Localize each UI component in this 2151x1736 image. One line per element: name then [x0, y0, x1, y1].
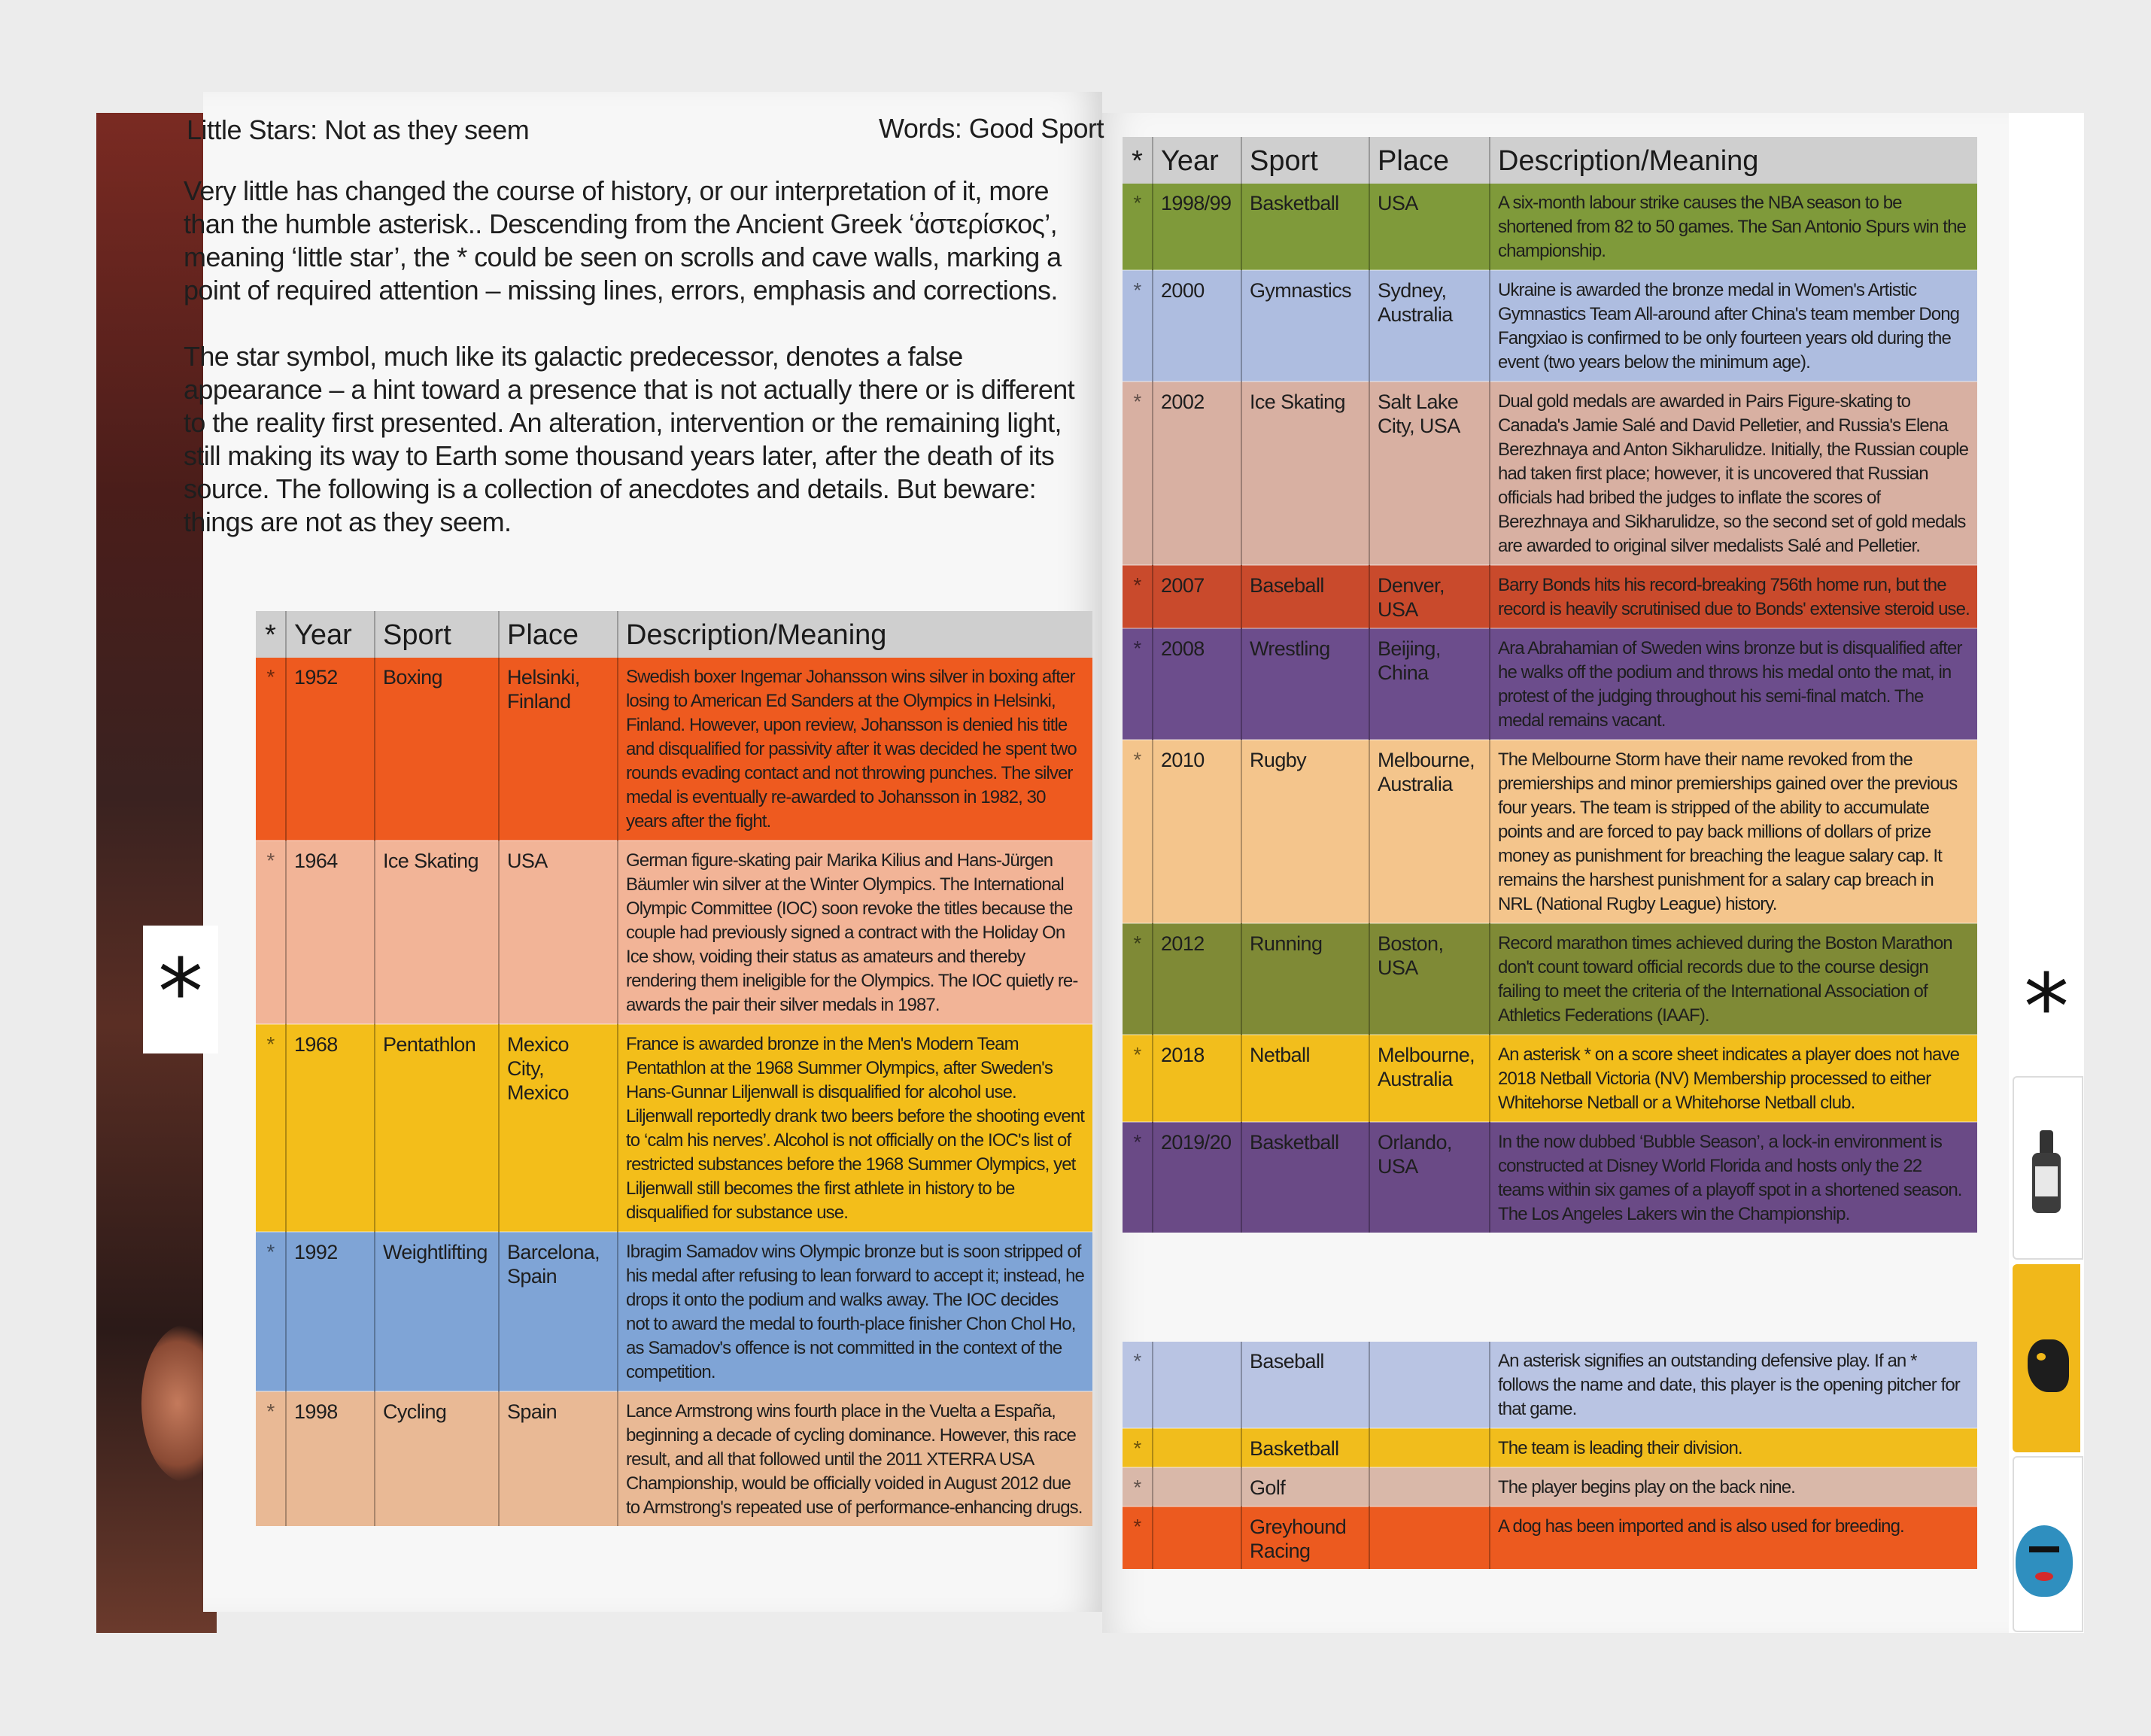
description-cell: Barry Bonds hits his record-breaking 756th home run, but the record is heavily scrutinised due to Bonds' extensive steroid use. [1490, 565, 1977, 628]
asterisk-cell: * [1123, 923, 1153, 1035]
mask-tab[interactable] [2013, 1264, 2080, 1452]
year-cell: 2000 [1153, 270, 1241, 382]
sport-cell: Basketball [1241, 1428, 1369, 1467]
asterisk-cell: * [1123, 628, 1153, 740]
year-cell: 2007 [1153, 565, 1241, 628]
table-row [1123, 1428, 1977, 1467]
place-cell: Melbourne, Australia [1369, 740, 1490, 923]
table-row [1123, 270, 1977, 382]
empty-cell [1153, 1342, 1241, 1428]
sport-cell: Running [1241, 923, 1369, 1035]
asterisk-cell: * [1123, 1506, 1153, 1569]
sport-cell: Baseball [1241, 1342, 1369, 1428]
header-asterisk: * [256, 611, 286, 658]
description-cell: Ara Abrahamian of Sweden wins bronze but is disqualified after he walks off the podium and throws his medal onto the mat, in protest of the judging throughout his semi-final match. The medal remains vacant. [1490, 628, 1977, 740]
asterisk-cell: * [1123, 740, 1153, 923]
header-sport: Sport [375, 611, 499, 658]
place-cell: Melbourne, Australia [1369, 1035, 1490, 1122]
asterisk-cell: * [1123, 1428, 1153, 1467]
sport-cell: Golf [1241, 1467, 1369, 1506]
year-cell: 2018 [1153, 1035, 1241, 1122]
place-cell: USA [499, 841, 618, 1024]
place-cell: USA [1369, 184, 1490, 270]
empty-cell [1369, 1342, 1490, 1428]
asterisk-cell: * [256, 1024, 286, 1232]
sport-cell: Basketball [1241, 1122, 1369, 1233]
table-row [1123, 923, 1977, 1035]
asterisk-cell: * [1123, 1342, 1153, 1428]
year-cell: 2012 [1153, 923, 1241, 1035]
empty-cell [1153, 1467, 1241, 1506]
header-year: Year [1153, 137, 1241, 184]
header-place: Place [1369, 137, 1490, 184]
intro-paragraph-2: The star symbol, much like its galactic predecessor, denotes a false appearance – a hint toward a presence that is not actually there or is different to the reality first presented. An alteration, intervention or the remaining light, still making its way to Earth some thousand years later, after the death of its source. The following is a collection of anecdotes and details. But beware: things are not as they seem. [184, 341, 1075, 537]
year-cell: 1964 [286, 841, 375, 1024]
asterisk-cell: * [256, 1232, 286, 1391]
year-cell: 1998 [286, 1391, 375, 1526]
sport-cell: Ice Skating [375, 841, 499, 1024]
place-cell: Salt Lake City, USA [1369, 382, 1490, 565]
header-description: Description/Meaning [618, 611, 1092, 658]
place-cell: Mexico City, Mexico [499, 1024, 618, 1232]
table-row [1123, 1342, 1977, 1428]
table-row [256, 1232, 1092, 1391]
table-row [1123, 740, 1977, 923]
table-row [1123, 1467, 1977, 1506]
place-cell: Boston, USA [1369, 923, 1490, 1035]
description-cell: Lance Armstrong wins fourth place in the Vuelta a España, beginning a decade of cycling dominance. However, this race result, and all that followed until the 2011 XTERRA USA Championship, would be officially voided in August 2012 due to Armstrong's repeated use of performance-enhancing drugs. [618, 1391, 1092, 1526]
sport-cell: Weightlifting [375, 1232, 499, 1391]
table-header-row [256, 611, 1092, 658]
face-icon [2016, 1525, 2073, 1597]
description-cell: In the now dubbed ‘Bubble Season’, a lock-in environment is constructed at Disney World Florida and hosts only the 22 teams within six games of a playoff spot in a shortened season. The Los Angeles Lakers win the Championship. [1490, 1122, 1977, 1233]
sport-cell: Cycling [375, 1391, 499, 1526]
header-place: Place [499, 611, 618, 658]
description-cell: The team is leading their division. [1490, 1428, 1977, 1467]
year-cell: 1968 [286, 1024, 375, 1232]
article-title: Little Stars: Not as they seem [187, 114, 530, 145]
description-cell: Swedish boxer Ingemar Johansson wins silver in boxing after losing to American Ed Sanders at the Olympics in Helsinki, Finland. However, upon review, Johansson is denied his title and disqualified for passivity after it was decided he spent two rounds evading contact and not throwing punches. The silver medal is eventually re-awarded to Johansson in 1982, 30 years after the fight. [626, 667, 1077, 832]
table-row [1123, 1506, 1977, 1569]
table-row [1123, 1122, 1977, 1233]
asterisk-meaning-table [1123, 1342, 1977, 1569]
asterisk-cell: * [256, 841, 286, 1024]
place-cell: Helsinki, Finland [499, 658, 618, 841]
asterisk-cell: * [256, 658, 286, 841]
empty-cell [1369, 1428, 1490, 1467]
description-cell: The player begins play on the back nine. [1490, 1467, 1977, 1506]
year-cell: 2019/20 [1153, 1122, 1241, 1233]
records-table-left [256, 611, 1092, 1526]
description-cell: France is awarded bronze in the Men's Modern Team Pentathlon at the 1968 Summer Olympics, after Sweden's Hans-Gunnar Liljenwall is disqualified for alcohol use. Liljenwall reportedly drank two beers before the shooting event to ‘calm his nerves’. Alcohol is not officially on the IOC's list of restricted substances before the 1968 Summer Olympics, yet Liljenwall still becomes the first athlete in history to be disqualified for substance use. [618, 1024, 1092, 1232]
header-year: Year [286, 611, 375, 658]
article-byline: Words: Good Sport [879, 113, 1104, 144]
year-cell: 2002 [1153, 382, 1241, 565]
place-cell: Beijing, China [1369, 628, 1490, 740]
sport-cell: Baseball [1241, 565, 1369, 628]
description-cell: The Melbourne Storm have their name revoked from the premierships and minor premierships gained over the previous four years. The team is stripped of the ability to accumulate points and are forced to pay back millions of dollars of prize money as punishment for breaching the league salary cap. It remains the harshest punishment for a salary cap breach in NRL (National Rugby League) history. [1490, 740, 1977, 923]
description-cell: An asterisk * on a score sheet indicates a player does not have 2018 Netball Victoria (NV) Membership processed to either Whitehorse Netball or a Whitehorse Netball club. [1490, 1035, 1977, 1122]
sport-cell: Boxing [375, 658, 499, 841]
table-row [1123, 1035, 1977, 1122]
sport-cell: Rugby [1241, 740, 1369, 923]
year-cell: 2008 [1153, 628, 1241, 740]
left-asterisk-tab [143, 926, 218, 1053]
asterisk-cell: * [1123, 1035, 1153, 1122]
sport-cell: Netball [1241, 1035, 1369, 1122]
intro-paragraph-1: Very little has changed the course of history, or our interpretation of it, more than the humble asterisk.. Descending from the Ancient Greek ‘ἀστερίσκος’, meaning ‘little star’, the * could be seen on scrolls and cave walls, marking a point of required attention – missing lines, errors, emphasis and corrections. [184, 175, 1062, 306]
asterisk-cell: * [1123, 1467, 1153, 1506]
table-row [256, 658, 1092, 841]
asterisk-cell: * [1123, 270, 1153, 382]
place-cell: Denver, USA [1369, 565, 1490, 628]
empty-cell [1153, 1428, 1241, 1467]
asterisk-cell: * [1123, 1122, 1153, 1233]
table-row [1123, 382, 1977, 565]
place-cell: Sydney, Australia [1369, 270, 1490, 382]
asterisk-cell: * [1123, 382, 1153, 565]
year-cell: 2010 [1153, 740, 1241, 923]
asterisk-cell: * [1123, 184, 1153, 270]
bottle-tab[interactable] [2013, 1076, 2083, 1260]
table-row [1123, 565, 1977, 628]
description-cell: Ibragim Samadov wins Olympic bronze but is soon stripped of his medal after refusing to lean forward to accept it; instead, he drops it onto the podium and walks away. The IOC decides not to award the medal to fourth-place finisher Chon Chol Ho, as Samadov's offence is not committed in the context of the competition. [618, 1232, 1092, 1391]
header-asterisk: * [1123, 137, 1153, 184]
sport-cell: Ice Skating [1241, 382, 1369, 565]
table-row [256, 1024, 1092, 1232]
face-tab[interactable] [2013, 1456, 2083, 1632]
year-cell: 1998/99 [1153, 184, 1241, 270]
description-cell: German figure-skating pair Marika Kilius and Hans-Jürgen Bäumler win silver at the Winter Olympics. The International Olympic Committee (IOC) soon revoke the titles because the couple had previously signed a contract with the Holiday On Ice show, voiding their status as amateurs and thereby rendering them ineligible for the Olympics. The IOC quietly re-awards the pair their silver medals in 1987. [618, 841, 1092, 1024]
place-cell: Barcelona, Spain [499, 1232, 618, 1391]
sport-cell: Basketball [1241, 184, 1369, 270]
empty-cell [1153, 1506, 1241, 1569]
empty-cell [1369, 1506, 1490, 1569]
asterisk-icon: * [158, 941, 203, 1045]
description-cell: Dual gold medals are awarded in Pairs Figure-skating to Canada's Jamie Salé and David Pelletier, and Russia's Elena Berezhnaya and Anton Sikharulidze. Initially, the Russian couple had taken first place; however, it is uncovered that Russian officials had bribed the judges to inflate the scores of Berezhnaya and Sikharulidze, so the second set of gold medals are awarded to original silver medalists Salé and Pelletier. [1490, 382, 1977, 565]
year-cell: 1992 [286, 1232, 375, 1391]
header-sport: Sport [1241, 137, 1369, 184]
place-cell: Spain [499, 1391, 618, 1526]
sport-cell: Gymnastics [1241, 270, 1369, 382]
description-cell: A dog has been imported and is also used for breeding. [1490, 1506, 1977, 1569]
asterisk-icon: * [2024, 956, 2069, 1060]
table-header-row [1123, 137, 1977, 184]
sport-cell: Pentathlon [375, 1024, 499, 1232]
description-cell: Record marathon times achieved during the Boston Marathon don't count toward official records due to the course design failing to meet the criteria of the International Association of Athletics Federations (IAAF). [1490, 923, 1977, 1035]
table-row [256, 1391, 1092, 1526]
table-row [1123, 184, 1977, 270]
year-cell: 1952 [286, 658, 375, 841]
asterisk-cell: * [1123, 565, 1153, 628]
table-row [1123, 628, 1977, 740]
records-table-right [1123, 137, 1977, 1233]
description-cell: Ukraine is awarded the bronze medal in Women's Artistic Gymnastics Team All-around after China's team member Dong Fangxiao is confirmed to be only fourteen years old during the event (two years below the minimum age). [1490, 270, 1977, 382]
right-asterisk-tab [2009, 941, 2084, 1076]
sport-cell: Wrestling [1241, 628, 1369, 740]
sport-cell: Greyhound Racing [1241, 1506, 1369, 1569]
empty-cell [1369, 1467, 1490, 1506]
header-description: Description/Meaning [1490, 137, 1977, 184]
table-row [256, 841, 1092, 1024]
mask-icon [2028, 1339, 2069, 1392]
asterisk-cell: * [256, 1391, 286, 1526]
description-cell: An asterisk signifies an outstanding defensive play. If an * follows the name and date, this player is the opening pitcher for that game. [1498, 1351, 1960, 1419]
place-cell: Orlando, USA [1369, 1122, 1490, 1233]
description-cell: A six-month labour strike causes the NBA season to be shortened from 82 to 50 games. The San Antonio Spurs win the championship. [1498, 193, 1966, 261]
